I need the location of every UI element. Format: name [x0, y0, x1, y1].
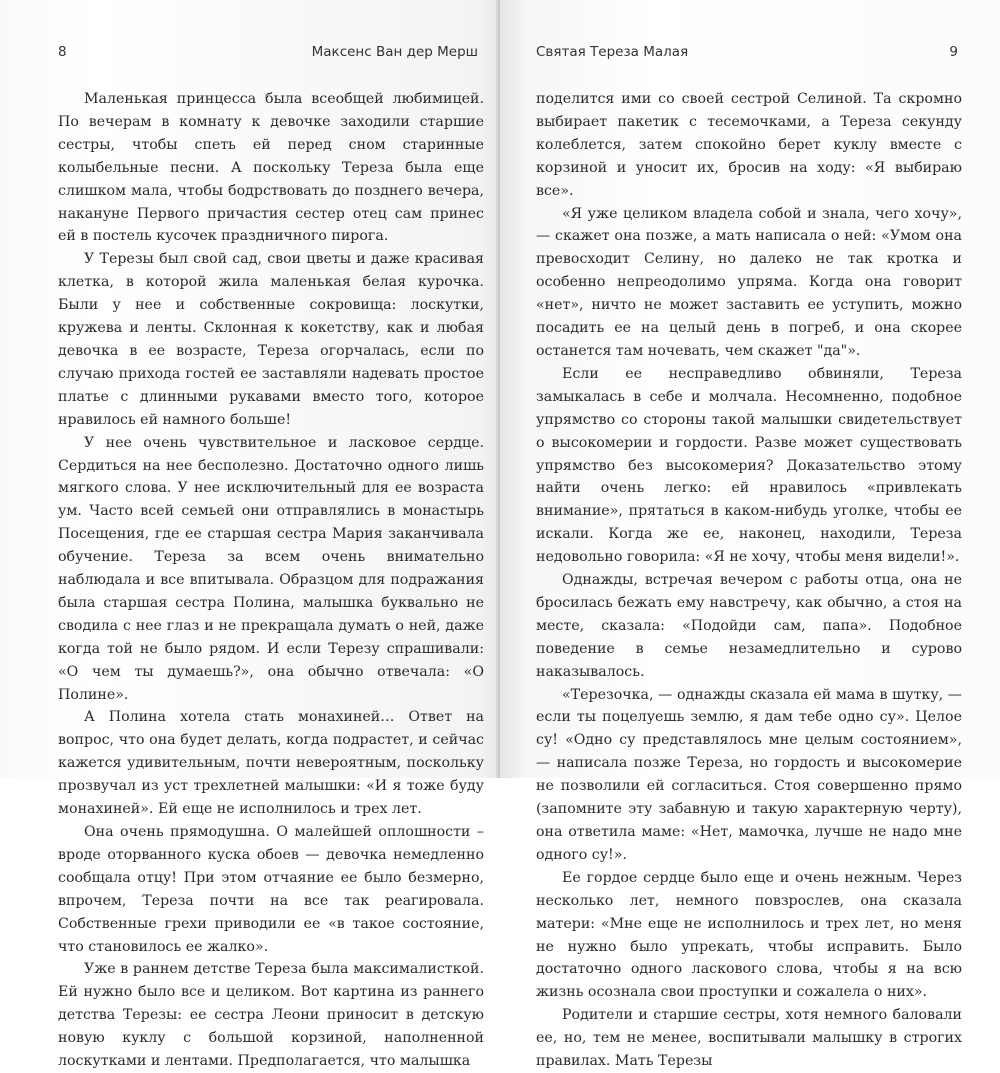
- right-page-number: 9: [949, 44, 958, 60]
- paragraph: «Терезочка, — однажды сказала ей мама в шутку, — если ты поцелуешь землю, я дам тебе одно су». Целое су! «Одно су представлялось мне целым состоянием», — написала позже Тереза, но гордость и высокомерие не позволили ей согласиться. Стоя совершенно прямо (запомните эту забавную и такую характерную черту), она ответила маме: «Нет, мамочка, лучше не надо мне одного су!».: [536, 686, 962, 863]
- left-page-text: [58, 88, 484, 1073]
- left-page-number: 8: [58, 44, 67, 60]
- right-page: [500, 0, 1000, 1070]
- paragraph: У Терезы был свой сад, свои цветы и даже красивая клетка, в которой жила маленькая белая курочка. Были у нее и собственные сокровища: лоскутки, кружева и ленты. Склонная к кокетству, как и любая девочка в ее возрасте, Тереза огорчалась, если по случаю прихода гостей ее заставляли надевать простое платье с длинными рукавами вместо того, которое нравилось ей намного больше!: [58, 251, 484, 428]
- paragraph: Ее гордое сердце было еще и очень нежным. Через несколько лет, немного повзрослев, она сказала матери: «Мне еще не исполнилось и трех лет, но меня не нужно было упрекать, чтобы исправить. Было достаточно одного ласкового слова, чтобы я на всю жизнь осознала свои проступки и сожалела о них».: [536, 869, 962, 1001]
- left-page: [0, 0, 500, 1070]
- paragraph: Родители и старшие сестры, хотя немного баловали ее, но, тем не менее, воспитывали малышку в строгих правилах. Мать Терезы: [536, 1007, 962, 1070]
- right-page-text: [536, 88, 962, 1073]
- left-running-head: Максенс Ван дер Мерш: [311, 44, 478, 60]
- paragraph: Однажды, встречая вечером с работы отца, она не бросилась бежать ему навстречу, как обычно, а стоя на месте, сказала: «Подойди сам, папа». Подобное поведение в семье незамедлительно и сурово наказывалось.: [536, 572, 962, 680]
- paragraph: Маленькая принцесса была всеобщей любимицей. По вечерам в комнату к девочке заходили старшие сестры, чтобы спеть ей перед сном старинные колыбельные песни. А поскольку Тереза была еще слишком мала, чтобы бодрствовать до позднего вечера, накануне Первого причастия сестер отец сам принес ей в постель кусочек праздничного пирога.: [58, 91, 484, 245]
- paragraph: У нее очень чувствительное и ласковое сердце. Сердиться на нее бесполезно. Достаточно одного лишь мягкого слова. У нее исключительный для ее возраста ум. Часто всей семьей они отправлялись в монастырь Посещения, где ее старшая сестра Мария заканчивала обучение. Тереза за всем очень внимательно наблюдала и все впитывала. Образцом для подражания была старшая сестра Полина, малышка буквально не сводила с нее глаз и не прекращала думать о ней, даже когда той не было рядом. И если Терезу спрашивали: «О чем ты думаешь?», она обычно отвечала: «О Полине».: [58, 434, 484, 703]
- paragraph-continuation: поделится ими со своей сестрой Селиной. Та скромно выбирает пакетик с тесемочками, а Тереза секунду колеблется, затем спокойно берет куклу вместе с корзиной и уносит их, бросив на ходу: «Я выбираю все».: [536, 91, 962, 199]
- paragraph: А Полина хотела стать монахиней… Ответ на вопрос, что она будет делать, когда подрастет, и сейчас кажется удивительным, почти невероятным, поскольку прозвучал из уст трехлетней малышки: «И я тоже буду монахиней». Ей еще не исполнилось и трех лет.: [58, 709, 484, 818]
- paragraph: Она очень прямодушна. О малейшей оплошности – вроде оторванного куска обоев — девочка немедленно сообщала отцу! При этом отчаяние ее было безмерно, впрочем, Тереза почти на все так реагировала. Собственные грехи приводили ее «в такое состояние, что становилось ее жалко».: [58, 824, 484, 955]
- paragraph: Если ее несправедливо обвиняли, Тереза замыкалась в себе и молчала. Несомненно, подобное упрямство со стороны такой малышки свидетельствует о высокомерии и гордости. Разве может существовать упрямство без высокомерия? Доказательство этому найти очень легко: ей нравилось «привлекать внимание», прятаться в каком-нибудь уголке, чтобы ее искали. Когда же ее, наконец, находили, Тереза недовольно говорила: «Я не хочу, чтобы меня видели!».: [536, 365, 962, 566]
- paragraph: Уже в раннем детстве Тереза была максималисткой. Ей нужно было все и целиком. Вот картина из раннего детства Терезы: ее сестра Леони приносит в детскую новую куклу с большой корзиной, наполненной лоскутками и лентами. Предполагается, что малышка: [58, 961, 484, 1070]
- paragraph: «Я уже целиком владела собой и знала, чего хочу», — скажет она позже, а мать написала о ней: «Умом она превосходит Селину, но далеко не так кротка и особенно непреодолимо упряма. Когда она говорит «нет», ничто не может заставить ее уступить, можно посадить ее на целый день в погреб, и она скорее останется там ночевать, чем скажет "да"».: [536, 205, 962, 359]
- right-running-head: Святая Тереза Малая: [536, 44, 689, 60]
